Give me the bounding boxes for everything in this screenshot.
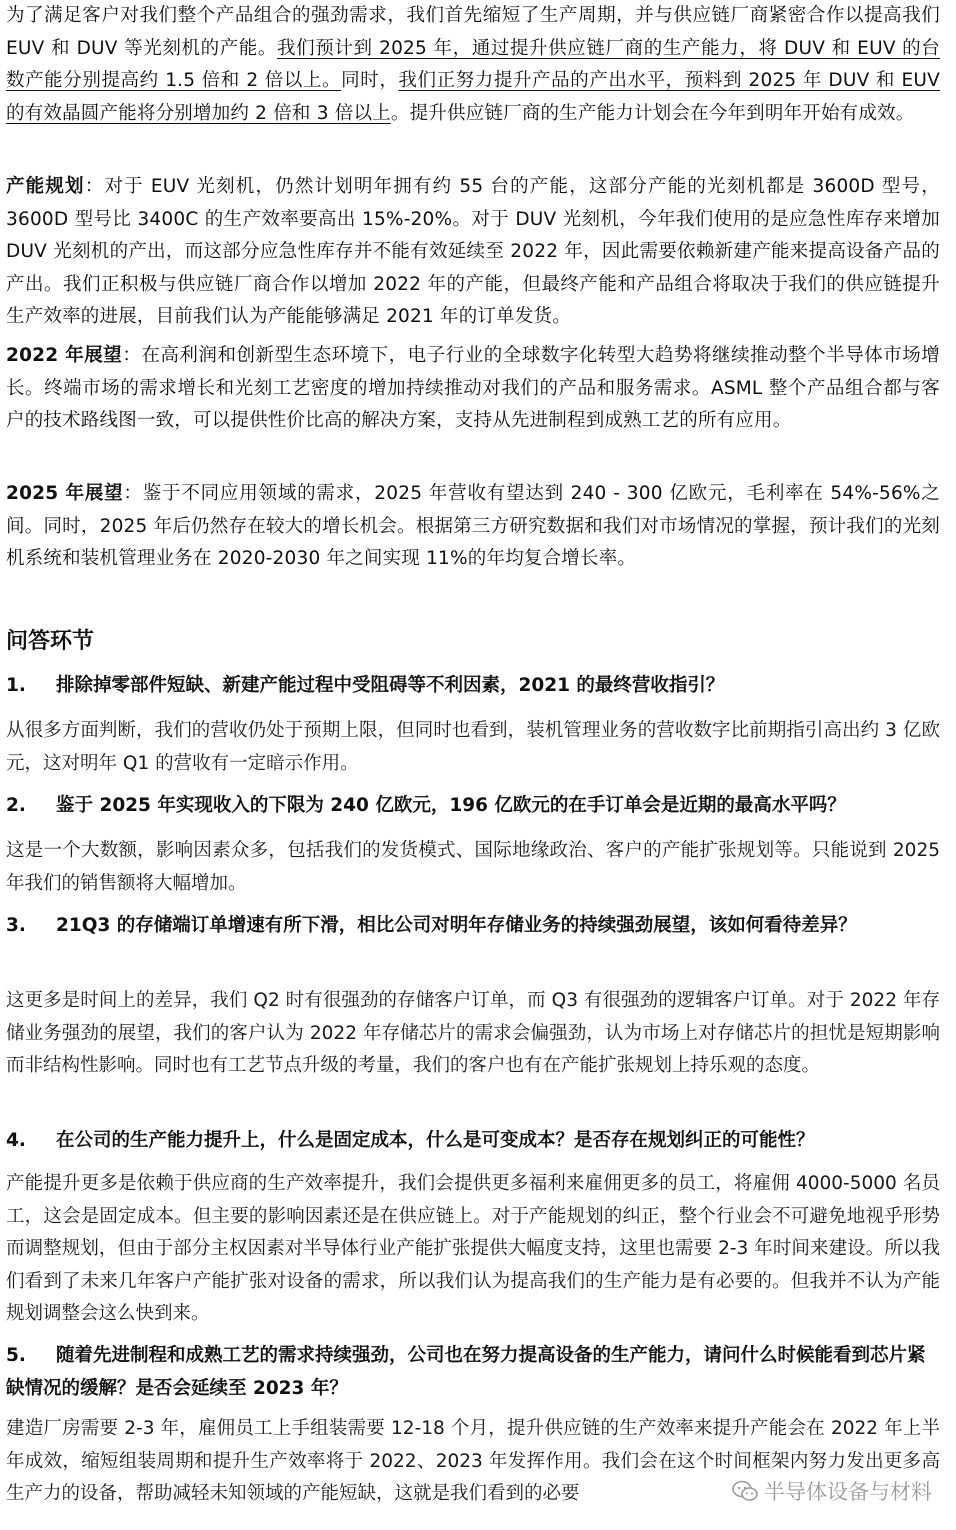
answer-2: 这是一个大数额，影响因素众多，包括我们的发货模式、国际地缘政治、客户的产能扩张规划等。只能说到 2025 年我们的销售额将大幅增加。 bbox=[6, 840, 940, 894]
question-number: 4. bbox=[6, 1130, 26, 1151]
outlook-2022-label: 2022 年展望 bbox=[6, 345, 123, 366]
answer-3: 这更多是时间上的差异，我们 Q2 时有很强劲的存储客户订单，而 Q3 有很强劲的逻辑客户订单。对于 2022 年存储业务强劲的展望，我们的客户认为 2022 年存储芯片的需求会偏强劲，认为市场上对存储芯片的担忧是短期影响而非结构性影响。同时也有工艺节点升级的考量，我们的客户也有在产能扩张规划上持乐观的态度。 bbox=[6, 990, 940, 1076]
outlook-2025-sep: ： bbox=[123, 483, 143, 504]
question-number: 2. bbox=[6, 795, 26, 816]
wechat-icon bbox=[732, 1480, 758, 1502]
answer-4: 产能提升更多是依赖于供应商的生产效率提升，我们会提供更多福利来雇佣更多的员工，将雇佣 4000-5000 名员工，这会是固定成本。但主要的影响因素还是在供应链上。对于产能规划的纠正，整个行业会不可避免地视乎形势而调整规划，但由于部分主权因素对半导体行业产能扩张提供大幅度支持，这里也需要 2-3 年时间来建设。所以我们看到了未来几年客户产能扩张对设备的需求，所以我们认为提高我们的生产能力是有必要的。但我并不认为产能规划调整会这么快到来。 bbox=[6, 1173, 940, 1324]
answer-1: 从很多方面判断，我们的营收仍处于预期上限，但同时也看到，装机管理业务的营收数字比前期指引高出约 3 亿欧元，这对明年 Q1 的营收有一定暗示作用。 bbox=[6, 720, 940, 774]
question-text: 在公司的生产能力提升上，什么是固定成本，什么是可变成本？是否存在规划纠正的可能性？ bbox=[56, 1130, 815, 1151]
intro-text-2: 同时， bbox=[341, 70, 399, 91]
intro-text-1: 为了满足客户对我们整个产品组合的强劲需求，我们首先缩短了生产周期，并与供应链厂商紧密合作以提高我们 EUV 和 DUV 等光刻机的产能。 bbox=[6, 5, 940, 59]
outlook-2025-text: 鉴于不同应用领域的需求，2025 年营收有望达到 240 - 300 亿欧元，毛利率在 54%-56%之间。同时，2025 年后仍然存在较大的增长机会。根据第三方研究数据和我们对市场情况的掌握，预计我们的光刻机系统和装机管理业务在 2020-2030 年之间实现 11%的年均复合增长率。 bbox=[6, 483, 941, 569]
outlook-2025-paragraph bbox=[6, 478, 940, 576]
question-2 bbox=[6, 790, 940, 823]
watermark-text: 半导体设备与材料 bbox=[764, 1480, 932, 1504]
question-4 bbox=[6, 1125, 940, 1158]
question-text: 鉴于 2025 年实现收入的下限为 240 亿欧元，196 亿欧元的在手订单会是近期的最高水平吗？ bbox=[56, 795, 846, 816]
question-number: 1. bbox=[6, 675, 26, 696]
question-3 bbox=[6, 910, 940, 943]
outlook-2022-text: 在高利润和创新型生态环境下，电子行业的全球数字化转型大趋势将继续推动整个半导体市场增长。终端市场的需求增长和光刻工艺密度的增加持续推动对我们的产品和服务需求。ASML 整个产品组合都与客户的技术路线图一致，可以提供性价比高的解决方案，支持从先进制程到成熟工艺的所有应用。 bbox=[6, 345, 941, 431]
question-text: 排除掉零部件短缺、新建产能过程中受阻碍等不利因素，2021 的最终营收指引？ bbox=[56, 675, 725, 696]
outlook-2025-label: 2025 年展望 bbox=[6, 483, 124, 504]
question-5 bbox=[6, 1340, 940, 1405]
qa-section-heading: 问答环节 bbox=[6, 629, 95, 654]
capacity-paragraph bbox=[6, 171, 940, 334]
answer-5: 建造厂房需要 2-3 年，雇佣员工上手组装需要 12-18 个月，提升供应链的生产效率来提升产能会在 2022 年上半年成效，缩短组装周期和提升生产效率将于 2022、2023 年发挥作用。我们会在这个时间框架内努力发出更多高生产力的设备，帮助减轻未知领域的产能短缺，这就是我们看到的必要 bbox=[6, 1418, 940, 1504]
intro-text-3: 。提升供应链厂商的生产能力计划会在今年到明年开始有成效。 bbox=[390, 102, 915, 124]
question-text: 随着先进制程和成熟工艺的需求持续强劲，公司也在努力提高设备的生产能力，请问什么时候能看到芯片紧缺情况的缓解？是否会延续至 2023 年？ bbox=[6, 1345, 926, 1399]
wechat-watermark bbox=[728, 1474, 936, 1508]
question-1 bbox=[6, 670, 940, 703]
intro-underlined-2: 我们正努力提升产品的产出水平，预料到 2025 年 DUV 和 EUV 的有效晶圆产能将分别增加约 2 倍和 3 倍以上 bbox=[6, 70, 940, 124]
outlook-2022-paragraph bbox=[6, 340, 940, 438]
outlook-2022-sep: ： bbox=[122, 345, 142, 366]
intro-underlined-1: 我们预计到 2025 年，通过提升供应链厂商的生产能力，将 DUV 和 EUV 的台数产能分别提高约 1.5 倍和 2 倍以上。 bbox=[6, 37, 940, 91]
intro-paragraph bbox=[6, 0, 940, 130]
question-text: 21Q3 的存储端订单增速有所下滑，相比公司对明年存储业务的持续强劲展望，该如何看待差异？ bbox=[56, 915, 857, 936]
question-number: 5. bbox=[6, 1345, 26, 1366]
question-number: 3. bbox=[6, 915, 26, 936]
capacity-label: 产能规划 bbox=[6, 176, 85, 197]
capacity-text: 对于 EUV 光刻机，仍然计划明年拥有约 55 台的产能，这部分产能的光刻机都是 3600D 型号，3600D 型号比 3400C 的生产效率要高出 15%-20%。对于 DUV 光刻机，今年我们使用的是应急性库存来增加 DUV 光刻机的产出，而这部分应急性库存并不能有效延续至 2022 年，因此需要依赖新建产能来提高设备产品的产出。我们正积极与供应链厂商合作以增加 2022 年的产能，但最终产能和产品组合将取决于我们的供应链提升生产效率的进展，目前我们认为产能能够满足 2021 年的订单发货。 bbox=[6, 176, 940, 327]
capacity-sep: ： bbox=[84, 176, 105, 197]
